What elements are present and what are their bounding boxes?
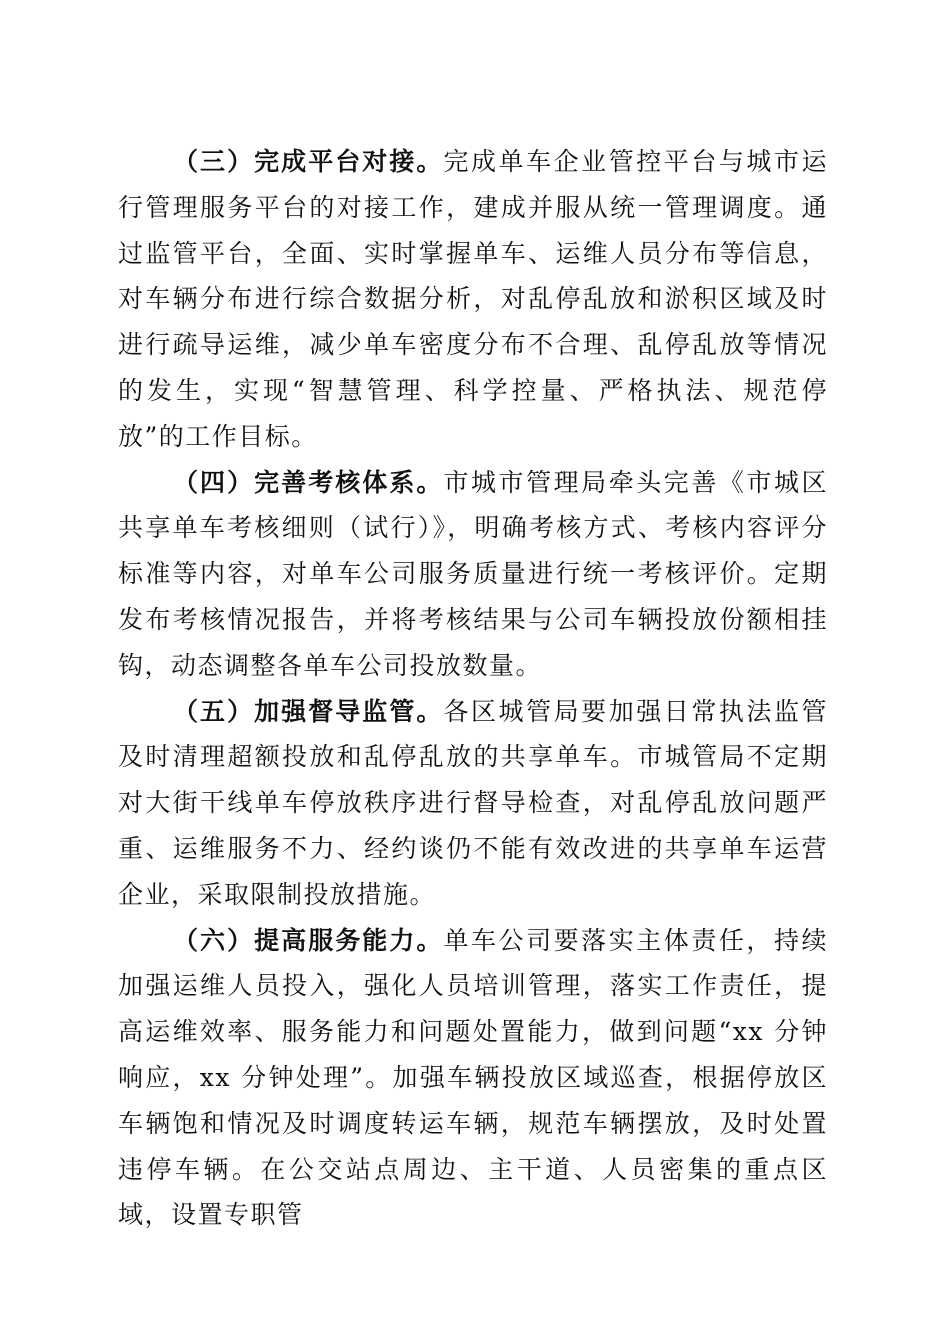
paragraph-platform-docking xyxy=(118,139,828,460)
paragraph-text: 市城市管理局牵头完善《市城区共享单车考核细则（试行）》，明确考核方式、考核内容评分标准等内容，对单车公司服务质量进行统一考核评价。定期发布考核情况报告，并将考核结果与公司车辆投放份额相挂钩，动态调整各单车公司投放数量。 xyxy=(118,467,828,680)
paragraph-heading: （四）完善考核体系。 xyxy=(173,467,444,497)
document-body xyxy=(118,139,828,1238)
paragraph-text: 各区城管局要加强日常执法监管及时清理超额投放和乱停乱放的共享单车。市城管局不定期对大街干线单车停放秩序进行督导检查，对乱停乱放问题严重、运维服务不力、经约谈仍不能有效改进的共享单车运营企业，采取限制投放措施。 xyxy=(118,696,828,909)
paragraph-text: 单车公司要落实主体责任，持续加强运维人员投入，强化人员培训管理，落实工作责任，提高运维效率、服务能力和问题处置能力，做到问题“xx 分钟响应，xx 分钟处理”。加强车辆投放区域巡查，根据停放区车辆饱和情况及时调度转运车辆，规范车辆摆放，及时处置违停车辆。在公交站点周边、主干道、人员密集的重点区域，设置专职管 xyxy=(118,925,828,1230)
paragraph-heading: （五）加强督导监管。 xyxy=(173,696,444,726)
paragraph-heading: （六）提高服务能力。 xyxy=(173,925,444,955)
paragraph-heading: （三）完成平台对接。 xyxy=(173,147,444,176)
paragraph-supervision xyxy=(118,689,828,918)
paragraph-text: 完成单车企业管控平台与城市运行管理服务平台的对接工作，建成并服从统一管理调度。通过监管平台，全面、实时掌握单车、运维人员分布等信息，对车辆分布进行综合数据分析，对乱停乱放和淤积区域及时进行疏导运维，减少单车密度分布不合理、乱停乱放等情况的发生，实现“智慧管理、科学控量、严格执法、规范停放”的工作目标。 xyxy=(118,147,828,451)
paragraph-assessment-system xyxy=(118,460,828,689)
paragraph-service-capacity xyxy=(118,918,828,1239)
